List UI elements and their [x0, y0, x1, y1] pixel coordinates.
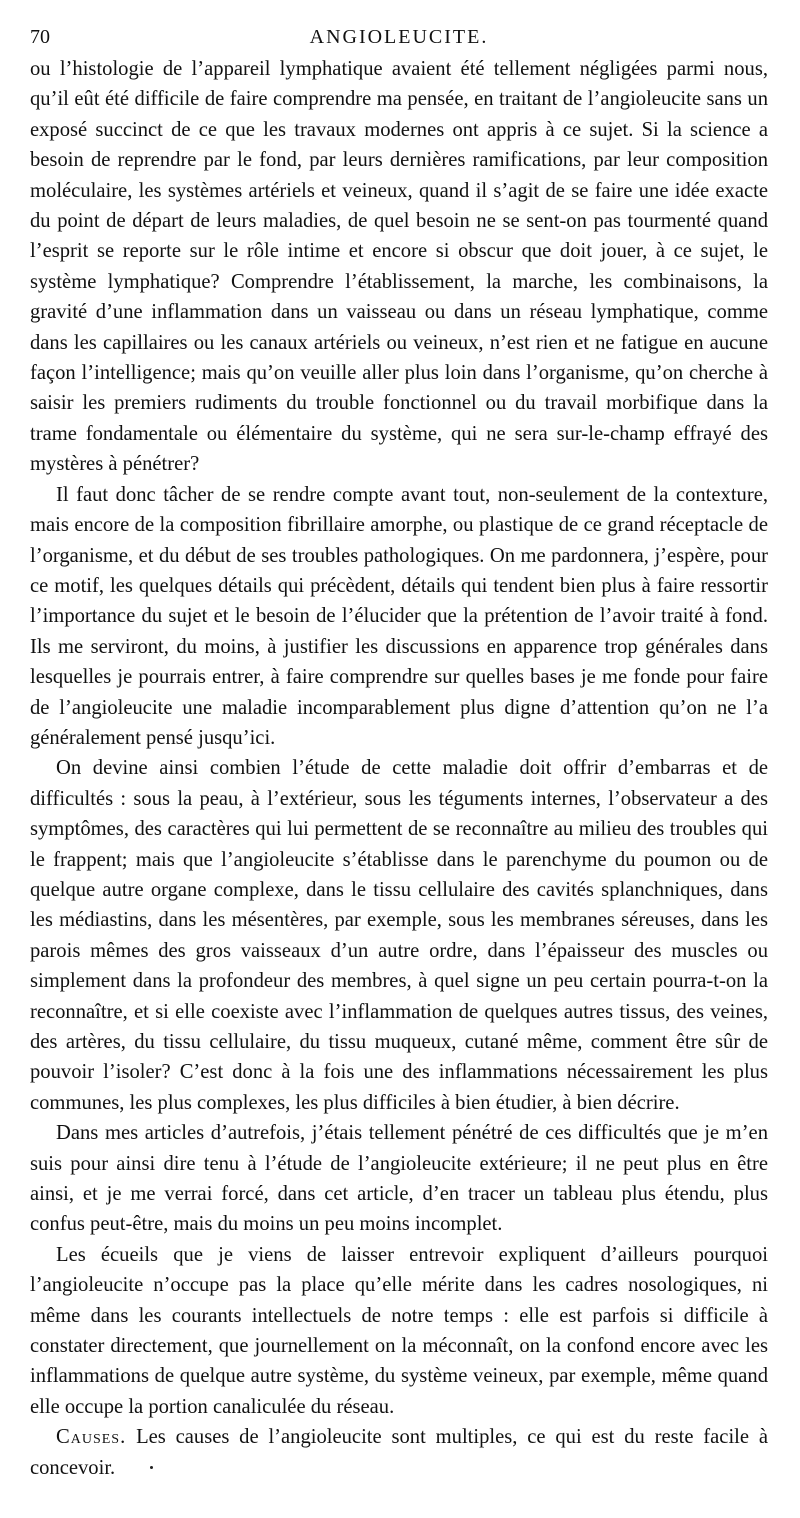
paragraph-former-articles: Dans mes articles d’autrefois, j’étais tellement pénétré de ces difficultés que je m’en suis pour ainsi dire tenu à l’étude de l’angioleucite extérieure; il ne peut plus en être ainsi, et je me verrai forcé, dans cet article, d’en tracer un tableau plus étendu, plus confus peut-être, mais du moins un peu moins incomplet.: [30, 1122, 768, 1236]
causes-heading: Causes.: [56, 1426, 127, 1449]
paragraph-difficulties: On devine ainsi combien l’étude de cette maladie doit offrir d’embarras et de difficultés : sous la peau, à l’extérieur, sous les téguments internes, l’observateur a des symptômes, des caractères qui lui permettent de se reconnaître au milieu des troubles qui le frappent; mais que l’angioleucite s’établisse dans le parenchyme du poumon ou de quelque autre organe complexe, dans le tissu cellulaire des cavités splanchniques, dans les médiastins, dans les mésentères, par exemple, sous les membranes séreuses, dans les parois mêmes des gros vaisseaux d’un autre ordre, dans l’épaisseur des muscles ou simplement dans la profondeur des membres, à quel signe un peu certain pourra-t-on la reconnaître, et si elle coexiste avec l’inflammation de quelques autres tissus, des veines, des artères, du tissu cellulaire, du tissu muqueux, cutané même, comment être sûr de pouvoir l’isoler? C’est donc à la fois une des inflammations nécessairement les plus communes, les plus complexes, les plus difficiles à bien étudier, à bien décrire.: [30, 757, 768, 1114]
page-header: [30, 26, 768, 54]
page-number: 70: [30, 26, 50, 48]
book-page: [30, 26, 768, 1483]
causes-text: Les causes de l’angioleucite sont multiples, ce qui est du reste facile à concevoir.: [30, 1426, 768, 1479]
paragraph-causes: [30, 1422, 768, 1483]
ink-speck: [150, 1466, 153, 1469]
paragraph-histology: ou l’histologie de l’appareil lymphatique avaient été tellement négligées parmi nous, qu’il eût été difficile de faire comprendre ma pensée, en traitant de l’angioleucite sans un exposé succinct de ce que les travaux modernes ont appris à ce sujet. Si la science a besoin de reprendre par le fond, par leurs dernières ramifications, par leur composition moléculaire, les systèmes artériels et veineux, quand il s’agit de se faire une idée exacte du point de départ de leurs maladies, de quel besoin ne se sent-on pas tourmenté quand l’esprit se reporte sur le rôle intime et encore si obscur que doit jouer, à ce sujet, le système lymphatique? Comprendre l’établissement, la marche, les combinaisons, la gravité d’une inflammation dans un vaisseau ou dans un réseau lymphatique, comme dans les capillaires ou les canaux artériels ou veineux, n’est rien et ne fatigue en aucune façon l’intelligence; mais qu’on veuille aller plus loin dans l’organisme, qu’on cherche à saisir les premiers rudiments du trouble fonctionnel ou du travail morbifique dans la trame fondamentale ou élémentaire du système, qui ne sera sur-le-champ effrayé des mystères à pénétrer?: [30, 58, 768, 476]
paragraph-pitfalls: Les écueils que je viens de laisser entrevoir expliquent d’ailleurs pourquoi l’angioleucite n’occupe pas la place qu’elle mérite dans les cadres nosologiques, ni même dans les courants intellectuels de notre temps : elle est parfois si difficile à constater directement, que journellement on la méconnaît, on la confond encore avec les inflammations de quelque autre système, du système veineux, par exemple, même quand elle occupe la portion canaliculée du réseau.: [30, 1243, 768, 1418]
paragraph-contexture: Il faut donc tâcher de se rendre compte avant tout, non-seulement de la contexture, mais encore de la composition fibrillaire amorphe, ou plastique de ce grand réceptacle de l’organisme, et du début de ses troubles pathologiques. On me pardonnera, j’espère, pour ce motif, les quelques détails qui précèdent, détails qui tendent bien plus à faire ressortir l’importance du sujet et le besoin de l’élucider que la prétention de l’avoir traité à fond. Ils me serviront, du moins, à justifier les discussions en apparence trop générales dans lesquelles je pourrais entrer, à faire comprendre sur quelles bases je me fonde pour faire de l’angioleucite une maladie incomparablement plus digne d’attention qu’on ne l’a généralement pensé jusqu’ici.: [30, 483, 768, 749]
body-text: [30, 54, 768, 1483]
running-title: ANGIOLEUCITE.: [309, 26, 489, 48]
